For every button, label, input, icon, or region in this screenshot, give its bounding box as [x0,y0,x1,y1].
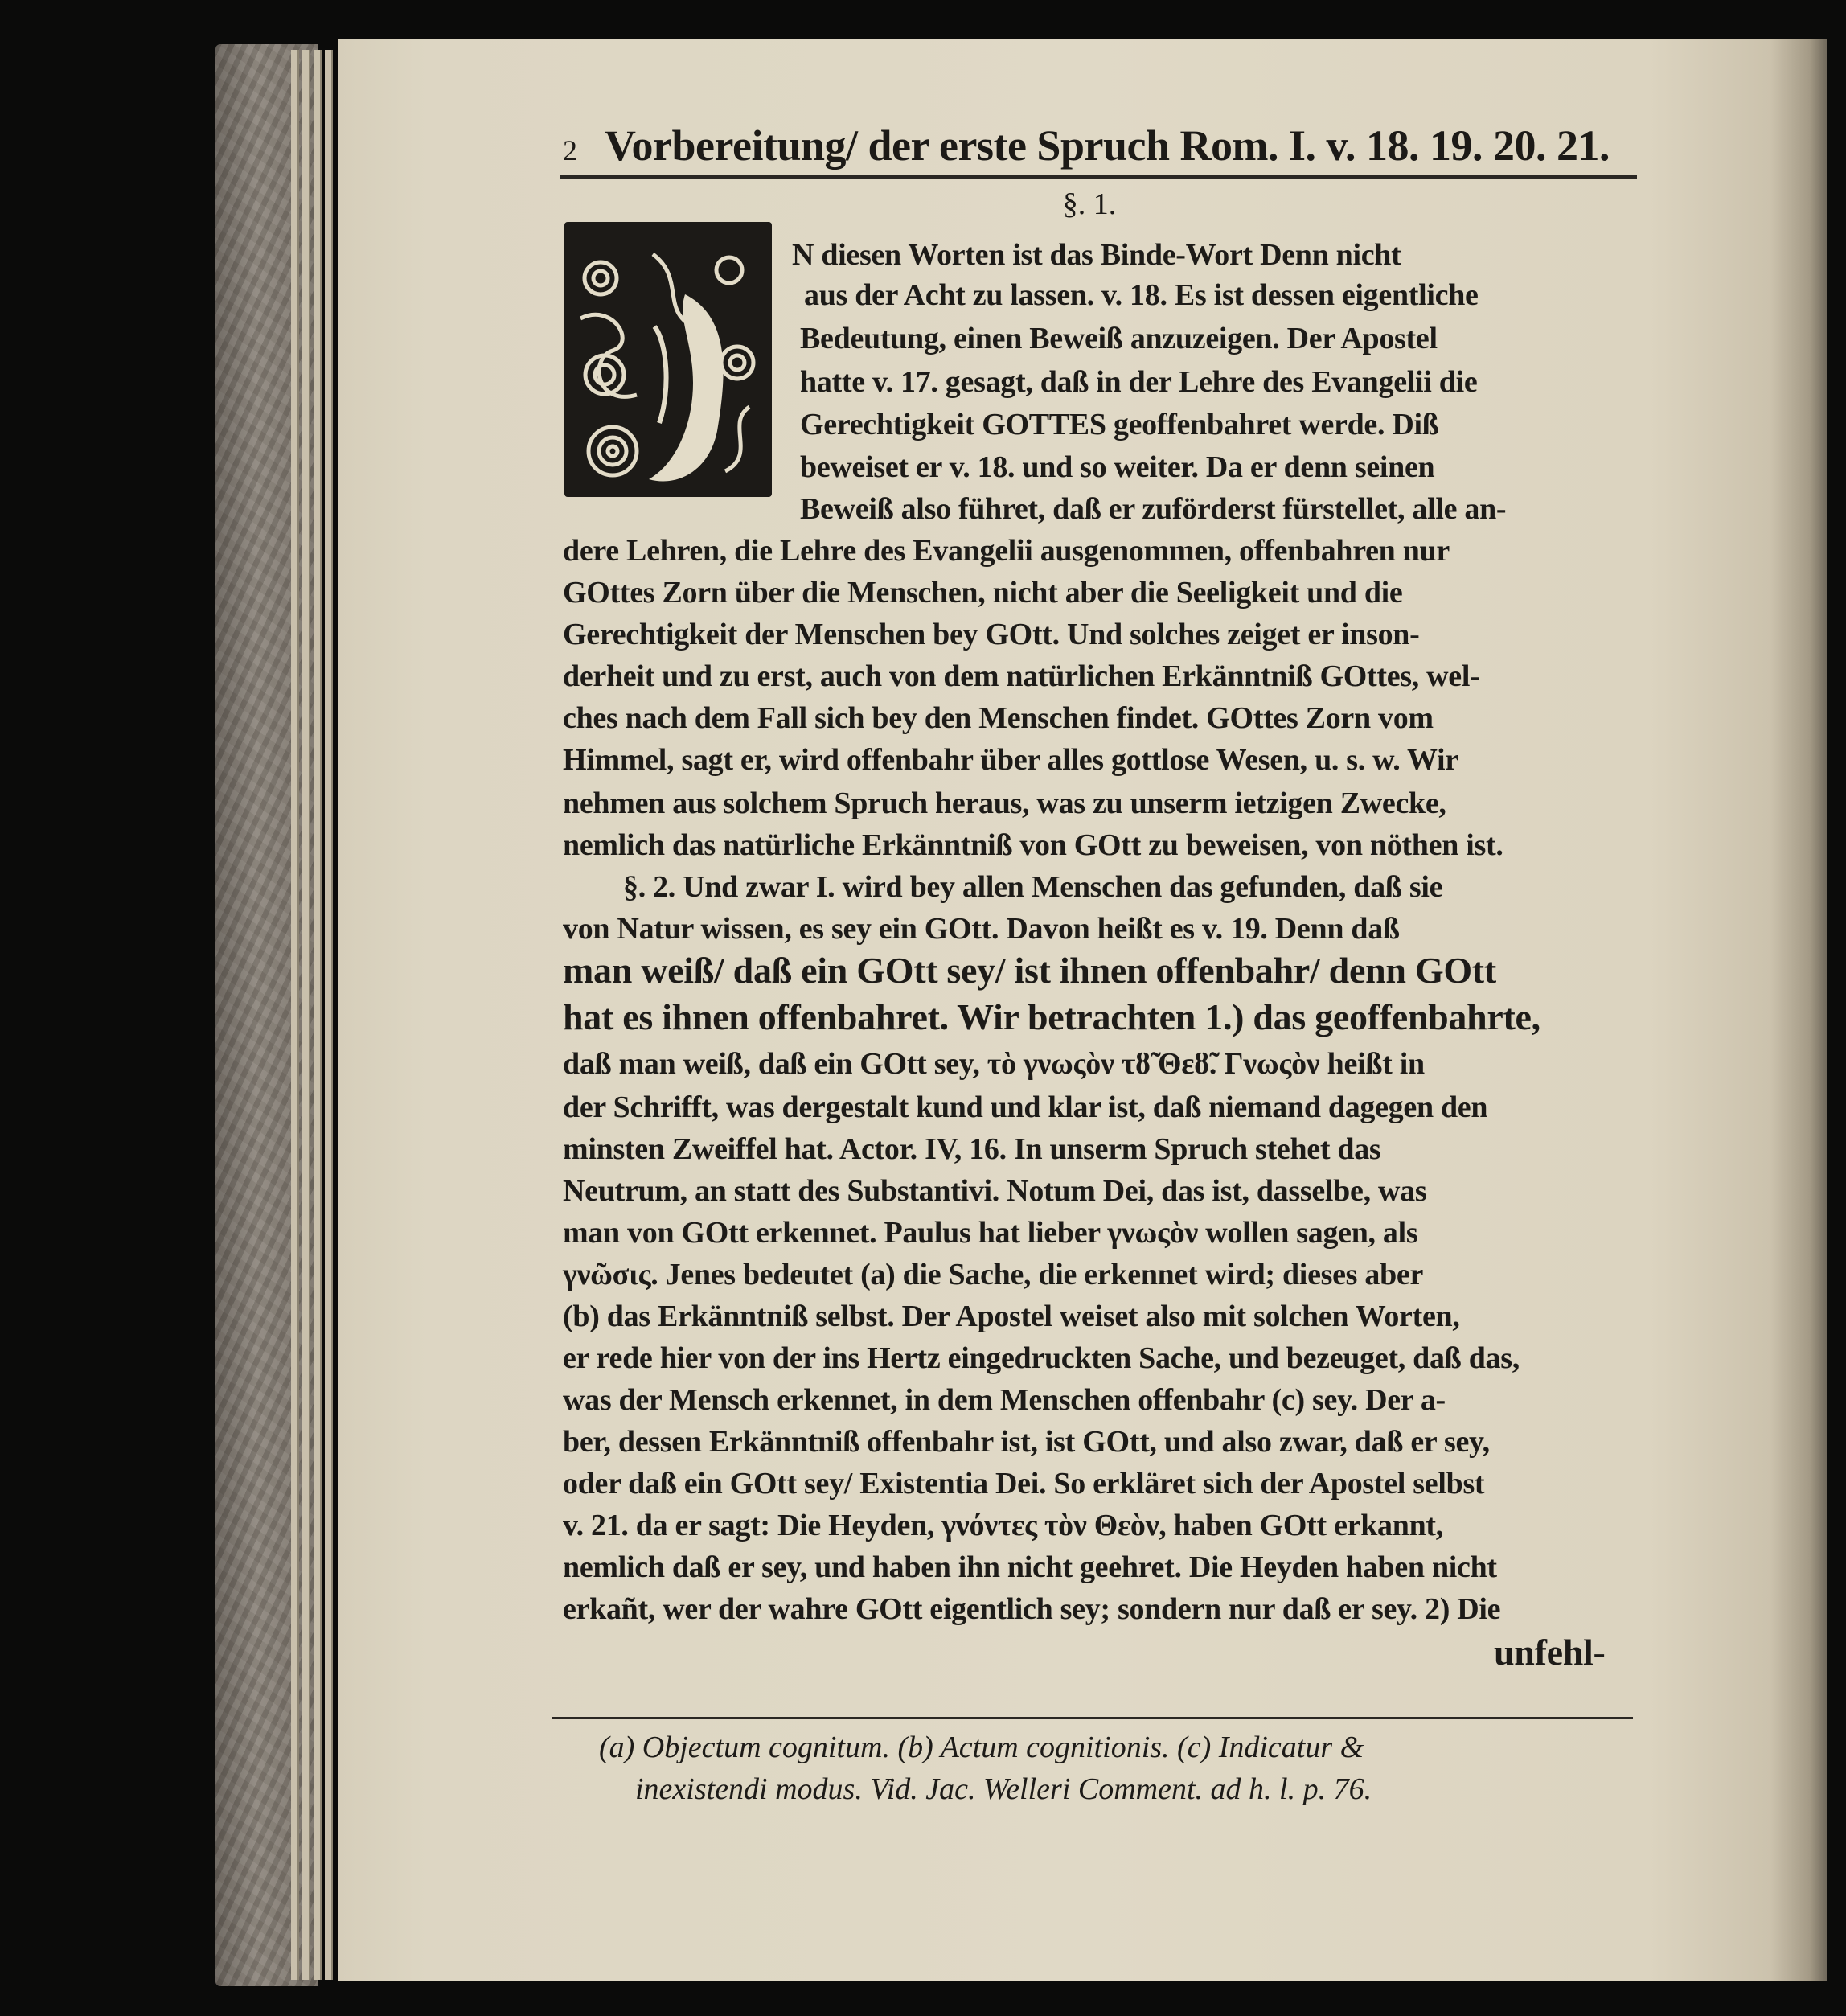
text-line: man weiß/ daß ein GOtt sey/ ist ihnen offenbahr/ denn GOtt [563,950,1496,991]
text-line: dere Lehren, die Lehre des Evangelii ausgenommen, offenbahren nur [563,534,1450,568]
text-line: hatte v. 17. gesagt, daß in der Lehre des Evangelii die [800,365,1478,399]
text-line: Gerechtigkeit GOTTES geoffenbahret werde. Diß [800,408,1439,441]
running-title: Vorbereitung/ der erste Spruch Rom. I. v. 18. 19. 20. 21. [605,121,1610,170]
page-edge [314,50,322,1980]
text-line: Gerechtigkeit der Menschen bey GOtt. Und solches zeiget er inson- [563,618,1420,651]
footnote-line: (a) Objectum cognitum. (b) Actum cognitionis. (c) Indicatur & [599,1731,1364,1764]
page-number: 2 [563,134,577,166]
text-line: derheit und zu erst, auch von dem natürlichen Erkänntniß GOttes, wel- [563,659,1480,693]
page-edge [291,50,299,1980]
text-line: oder daß ein GOtt sey/ Existentia Dei. So erkläret sich der Apostel selbst [563,1467,1485,1501]
text-line: Himmel, sagt er, wird offenbahr über alles gottlose Wesen, u. s. w. Wir [563,743,1458,777]
text-line: minsten Zweiffel hat. Actor. IV, 16. In unserm Spruch stehet das [563,1132,1381,1166]
text-line: N diesen Worten ist das Binde-Wort Denn nicht [792,238,1401,272]
text-line: er rede hier von der ins Hertz eingedruckten Sache, und bezeuget, daß das, [563,1341,1520,1375]
ornamental-initial-icon [564,222,772,497]
text-line: von Natur wissen, es sey ein GOtt. Davon heißt es v. 19. Denn daß [563,912,1400,946]
text-line: γνῶσις. Jenes bedeutet (a) die Sache, die erkennet wird; dieses aber [563,1258,1424,1291]
text-line: GOttes Zorn über die Menschen, nicht aber die Seeligkeit und die [563,576,1403,610]
ornamental-initial [564,222,772,497]
text-line: ches nach dem Fall sich bey den Menschen findet. GOttes Zorn vom [563,701,1434,735]
text-line: daß man weiß, daß ein GOtt sey, τὸ γνωςὸν τȣ̃ Θεȣ̃. Γνωςὸν heißt in [563,1047,1425,1081]
text-line: nemlich das natürliche Erkänntniß von GOtt zu beweisen, von nöthen ist. [563,828,1503,862]
page-edge [325,50,333,1980]
footnote-rule [552,1717,1633,1719]
text-line: v. 21. da er sagt: Die Heyden, γνόντες τὸν Θεὸν, haben GOtt erkannt, [563,1509,1443,1542]
text-line: man von GOtt erkennet. Paulus hat lieber γνωςὸν wollen sagen, als [563,1216,1418,1250]
catchword: unfehl- [1494,1632,1606,1673]
text-line: Bedeutung, einen Beweiß anzuzeigen. Der Apostel [800,322,1438,355]
section-mark: §. 1. [1062,187,1117,221]
text-line: der Schrifft, was dergestalt kund und klar ist, daß niemand dagegen den [563,1090,1488,1124]
text-line: beweiset er v. 18. und so weiter. Da er denn seinen [800,450,1435,484]
text-line: (b) das Erkänntniß selbst. Der Apostel weiset also mit solchen Worten, [563,1300,1460,1333]
text-line: §. 2. Und zwar I. wird bey allen Menschen das gefunden, daß sie [623,870,1443,904]
text-line: Neutrum, an statt des Substantivi. Notum Dei, das ist, dasselbe, was [563,1174,1427,1208]
header-rule [560,175,1637,179]
text-line: aus der Acht zu lassen. v. 18. Es ist dessen eigentliche [804,278,1479,312]
text-line: nehmen aus solchem Spruch heraus, was zu unserm ietzigen Zwecke, [563,786,1446,820]
page-gutter-shadow [1770,39,1827,1981]
page-edge [302,50,310,1980]
text-line: was der Mensch erkennet, in dem Menschen offenbahr (c) sey. Der a- [563,1383,1446,1417]
text-line: Beweiß also führet, daß er zuförderst fürstellet, alle an- [800,492,1507,526]
footnote-line: inexistendi modus. Vid. Jac. Welleri Comment. ad h. l. p. 76. [635,1772,1372,1806]
text-line: nemlich daß er sey, und haben ihn nicht geehret. Die Heyden haben nicht [563,1550,1497,1584]
text-line: ber, dessen Erkänntniß offenbahr ist, ist GOtt, und also zwar, daß er sey, [563,1425,1490,1459]
text-line: hat es ihnen offenbahret. Wir betrachten 1.) das geoffenbahrte, [563,996,1540,1037]
text-line: erkañt, wer der wahre GOtt eigentlich sey; sondern nur daß er sey. 2) Die [563,1592,1501,1626]
